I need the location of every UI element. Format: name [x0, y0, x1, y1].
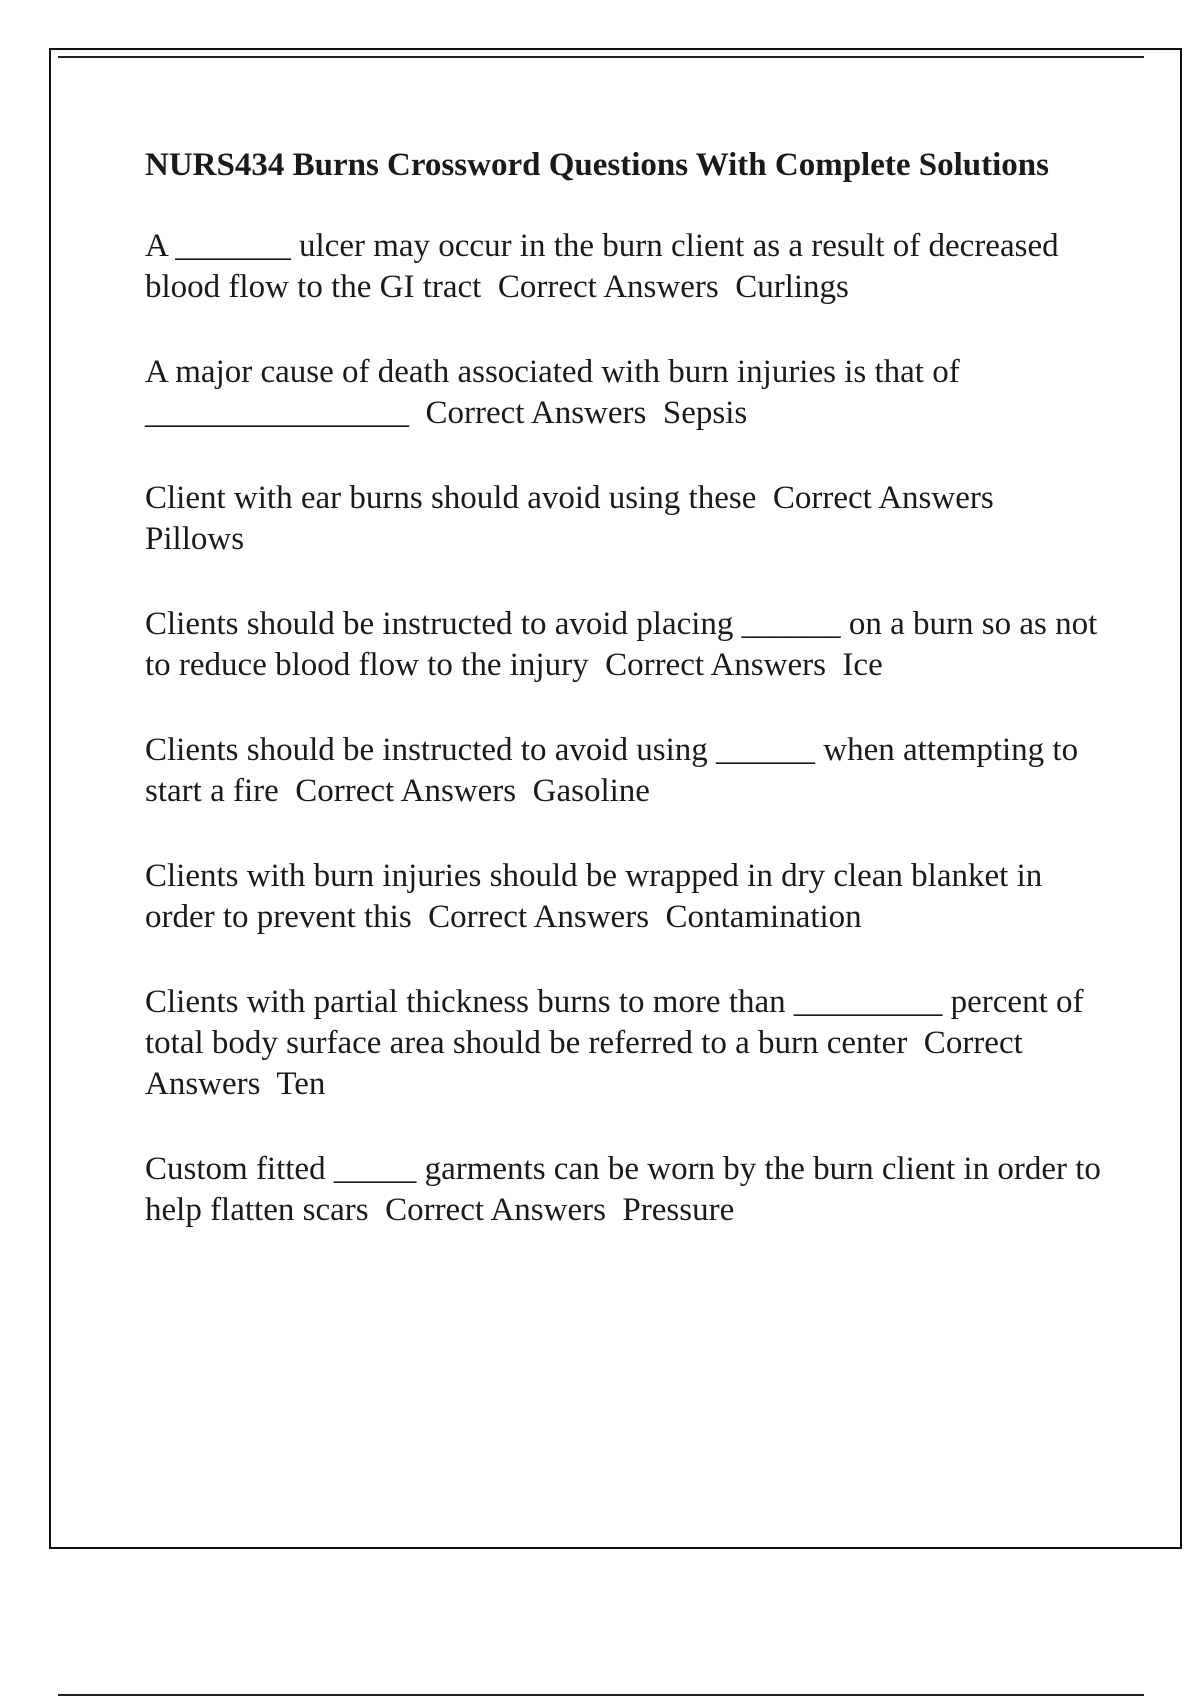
question-list [145, 226, 1110, 1231]
document-title: NURS434 Burns Crossword Questions With Complete Solutions [145, 147, 1049, 183]
question-item: Clients should be instructed to avoid using ______ when attempting to start a fire Correct Answers Gasoline [145, 732, 1087, 809]
question-item: A major cause of death associated with burn injuries is that of ________________ Correct Answers Sepsis [145, 354, 968, 431]
header-rule [58, 56, 1144, 58]
document-body [145, 145, 1110, 1275]
question-item: Custom fitted _____ garments can be worn by the burn client in order to help flatten scars Correct Answers Pressure [145, 1151, 1110, 1228]
question-item: Clients with burn injuries should be wrapped in dry clean blanket in order to prevent this Correct Answers Contamination [145, 858, 1051, 935]
question-item: Client with ear burns should avoid using these Correct Answers Pillows [145, 480, 1011, 557]
footer-rule [58, 1694, 1144, 1696]
question-item: Clients should be instructed to avoid placing ______ on a burn so as not to reduce blood flow to the injury Correct Answers Ice [145, 606, 1106, 683]
question-item: A _______ ulcer may occur in the burn client as a result of decreased blood flow to the GI tract Correct Answers Curlings [145, 228, 1067, 305]
question-item: Clients with partial thickness burns to more than _________ percent of total body surface area should be referred to a burn center Correct Answers Ten [145, 984, 1092, 1102]
